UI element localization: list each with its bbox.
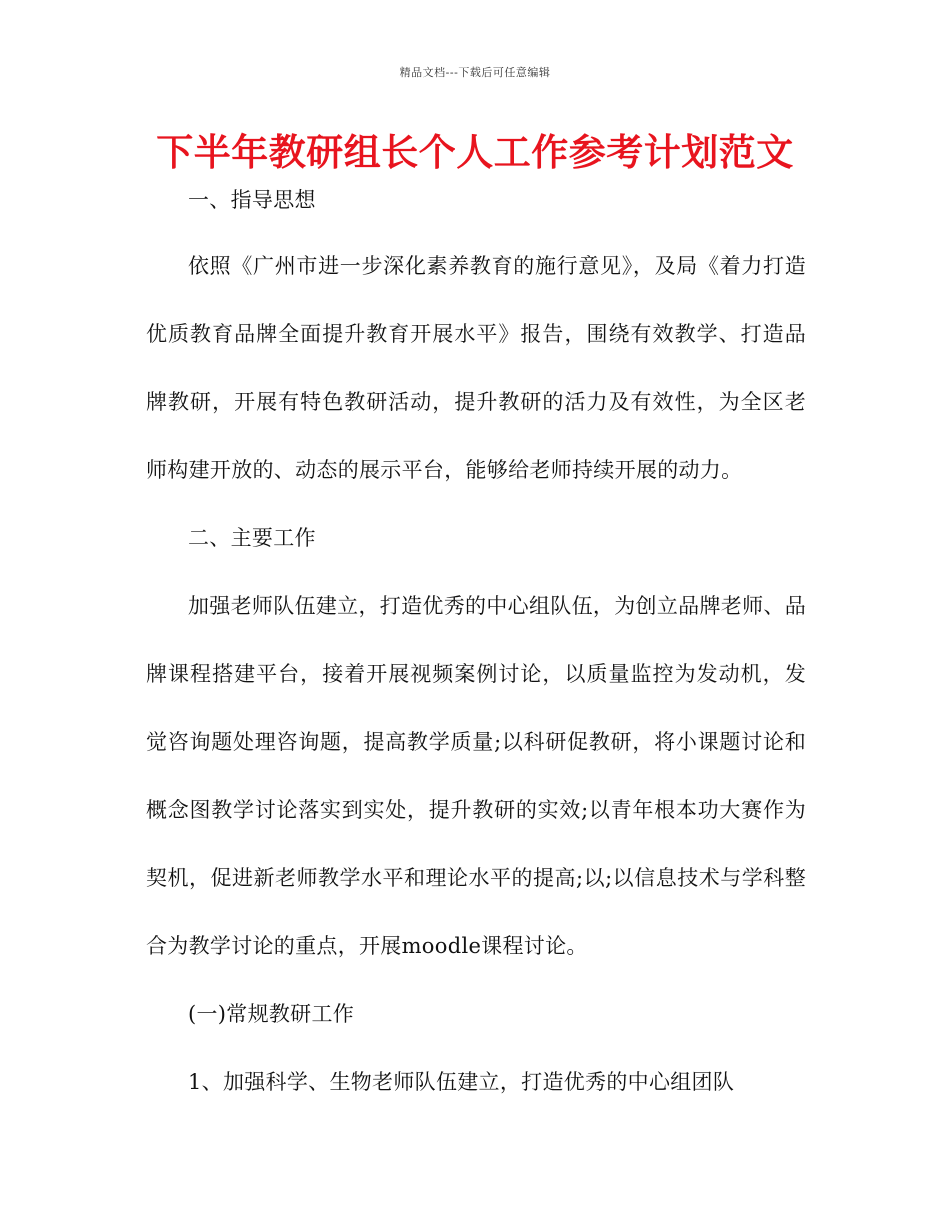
document-body bbox=[146, 176, 806, 1116]
section-heading-guiding-ideology: 一、指导思想 bbox=[188, 188, 316, 212]
document-title: 下半年教研组长个人工作参考计划范文 bbox=[156, 131, 794, 174]
paragraph-guiding-ideology: 依照《广州市进一步深化素养教育的施行意见》，及局《着力打造优质教育品牌全面提升教育开展水平》报告，围绕有效教学、打造品牌教研，开展有特色教研活动，提升教研的活力及有效性，为全区老师构建开放的、动态的展示平台，能够给老师持续开展的动力。 bbox=[146, 254, 806, 482]
list-item-teacher-team: 1、加强科学、生物老师队伍建立，打造优秀的中心组团队 bbox=[188, 1070, 735, 1094]
page-header: 精品文档---下载后可任意编辑 bbox=[399, 66, 551, 79]
section-heading-main-work: 二、主要工作 bbox=[188, 526, 316, 550]
paragraph-main-work: 加强老师队伍建立，打造优秀的中心组队伍，为创立品牌老师、品牌课程搭建平台，接着开展视频案例讨论，以质量监控为发动机，发觉咨询题处理咨询题，提高教学质量;以科研促教研，将小课题讨论和概念图教学讨论落实到实处，提升教研的实效;以青年根本功大赛作为契机，促进新老师教学水平和理论水平的提高;以;以信息技术与学科整合为教学讨论的重点，开展moodle课程讨论。 bbox=[146, 594, 806, 958]
subsection-heading-routine-research: (一)常规教研工作 bbox=[188, 1002, 355, 1026]
